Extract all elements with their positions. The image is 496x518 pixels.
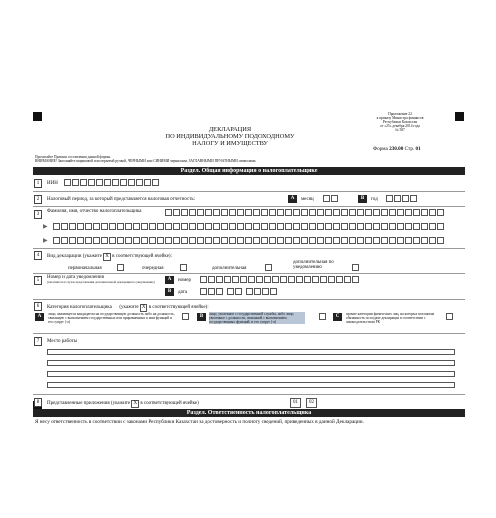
arrow-icon: ▶	[43, 224, 48, 230]
category-b-checkbox[interactable]	[319, 313, 327, 320]
row-number-1: 1	[34, 179, 42, 188]
page-number: 01	[415, 146, 421, 152]
workplace-line-2[interactable]	[47, 360, 455, 366]
title-line: ПО ИНДИВИДУАЛЬНОМУ ПОДОХОДНОМУ	[165, 133, 295, 140]
category-b-text: лицо, уволенное с государственной службы, либо лицо, уволенное с должности, связанной с выполнением государственных функций, и его супруг (-а)	[209, 312, 305, 324]
attachments-text2: в соответствующей ячейке)	[140, 401, 199, 406]
row-number-7: 7	[34, 337, 42, 346]
row-number-5: 5	[34, 276, 42, 285]
category-label	[47, 304, 209, 312]
full-name-label: Фамилия, имя, отчество налогоплательщика	[47, 209, 142, 214]
notice-number-label: номер	[178, 278, 191, 283]
declaration-type-label	[47, 253, 172, 261]
arrow-icon: ▶	[43, 238, 48, 244]
notice-a-marker: A	[165, 276, 174, 284]
order-note-line: к приказу Министра финансов	[376, 116, 424, 120]
title-line: ДЕКЛАРАЦИЯ	[208, 126, 252, 133]
row-number-4: 4	[34, 251, 42, 260]
surname-field[interactable]	[165, 209, 445, 216]
category-hint: (укажите	[119, 305, 139, 310]
order-note-line: Республики Казахстан	[382, 120, 418, 124]
title-line: НАЛОГУ И ИМУЩЕСТВУ	[192, 140, 268, 147]
row-number-2: 2	[34, 195, 42, 204]
year-field[interactable]	[386, 195, 418, 202]
workplace-line-3[interactable]	[47, 371, 455, 377]
row-number-8: 8	[34, 398, 42, 407]
type-initial-label: первоначальная	[68, 266, 102, 271]
name-field[interactable]	[53, 223, 445, 230]
category-c-checkbox[interactable]	[446, 313, 454, 320]
page-label: Стр.	[404, 146, 415, 152]
workplace-line-4[interactable]	[47, 382, 455, 388]
form-code: 230.00	[389, 146, 404, 152]
form-number	[373, 146, 421, 152]
responsibility-text: Я несу ответственность в соответствии с законами Республики Казахстан за достоверность и полноту сведений, приведенных в данной Декларации.	[35, 419, 364, 425]
instruction-line-2: ВНИМАНИЕ! Заполняйте шариковой или перьевой ручкой, ЧЕРНЫМИ или СИНИМИ чернилами, ЗАГЛАВНЫМИ ПЕЧАТНЫМИ символами.	[35, 159, 257, 163]
category-a-text: лицо, являющееся кандидатом на государственную должность либо на должность, связанную с выполнением государственных или приравненных к ним функций и его супруг (-а)	[48, 312, 175, 324]
instructions	[35, 155, 256, 163]
row-number-6: 6	[34, 302, 42, 311]
category-a-marker: A	[35, 313, 44, 321]
attachments-text: Представленные приложения (укажите	[47, 401, 131, 406]
section-responsibility-header: Раздел. Ответственность налогоплательщика	[33, 409, 465, 417]
notice-hint: (заполняется в случае представления дополнительной декларации по уведомлению)	[47, 280, 155, 284]
instruction-line-1: Прочитайте Правила составления данной формы.	[35, 155, 111, 159]
period-a-marker: A	[288, 195, 297, 203]
category-b-marker: B	[197, 313, 206, 321]
month-field[interactable]	[323, 195, 339, 202]
type-by-notice-label: дополнительная по уведомлению	[293, 260, 334, 270]
order-note-line: № 587	[395, 128, 405, 132]
declaration-type-text: Вид декларации (укажите	[47, 254, 102, 259]
notice-date-field[interactable]	[200, 288, 278, 295]
type-regular-label: очередная	[142, 266, 164, 271]
category-c-marker: C	[333, 313, 342, 321]
attachment-01[interactable]: 01	[290, 398, 301, 408]
month-label: месяц	[301, 197, 314, 202]
notice-b-marker: B	[165, 288, 174, 296]
x-sample: X	[141, 305, 146, 310]
registration-mark-top-right	[455, 112, 464, 121]
attachment-02[interactable]: 02	[306, 398, 317, 408]
attachments-label	[47, 400, 199, 408]
row-number-3: 3	[34, 210, 42, 219]
iin-field[interactable]	[64, 179, 160, 186]
type-regular-checkbox[interactable]	[180, 264, 188, 271]
notice-number-field[interactable]	[200, 276, 360, 283]
category-text: Категория налогоплательщика	[47, 305, 112, 310]
period-b-marker: B	[358, 195, 367, 203]
year-label: год	[371, 197, 378, 202]
registration-mark-top-left	[33, 112, 42, 121]
workplace-line-1[interactable]	[47, 349, 455, 355]
section-general-info-header: Раздел. Общая информация о налогоплательщике	[33, 167, 465, 175]
tax-period-label: Налоговый период, за который представляется налоговая отчетность:	[47, 197, 196, 202]
category-hint2: в соответствующей ячейке):	[148, 305, 209, 310]
iin-label: ИИН	[47, 181, 58, 186]
x-sample: X	[105, 254, 109, 259]
type-by-notice-checkbox[interactable]	[352, 264, 360, 271]
x-sample: X	[133, 401, 138, 406]
workplace-label: Место работы	[47, 339, 78, 344]
category-c-text: прочие категории физических лиц, на которых возложена обязанность по подаче декларации в соответствии с законодательством РК	[346, 312, 435, 324]
type-additional-checkbox[interactable]	[265, 264, 273, 271]
notice-date-label: дата	[178, 290, 188, 295]
declaration-type-text2: в соответствующей ячейке):	[112, 254, 172, 259]
type-initial-checkbox[interactable]	[117, 264, 125, 271]
type-additional-label: дополнительная	[212, 266, 247, 271]
order-note	[360, 112, 440, 132]
form-label: Форма	[373, 146, 388, 152]
order-note-line: от «25» декабря 2014 года	[380, 124, 420, 128]
notice-label: Номер и дата уведомления	[47, 275, 104, 280]
patronymic-field[interactable]	[53, 237, 445, 244]
declaration-title	[130, 126, 330, 147]
category-a-checkbox[interactable]	[182, 313, 190, 320]
order-note-line: Приложение 22	[388, 112, 412, 116]
